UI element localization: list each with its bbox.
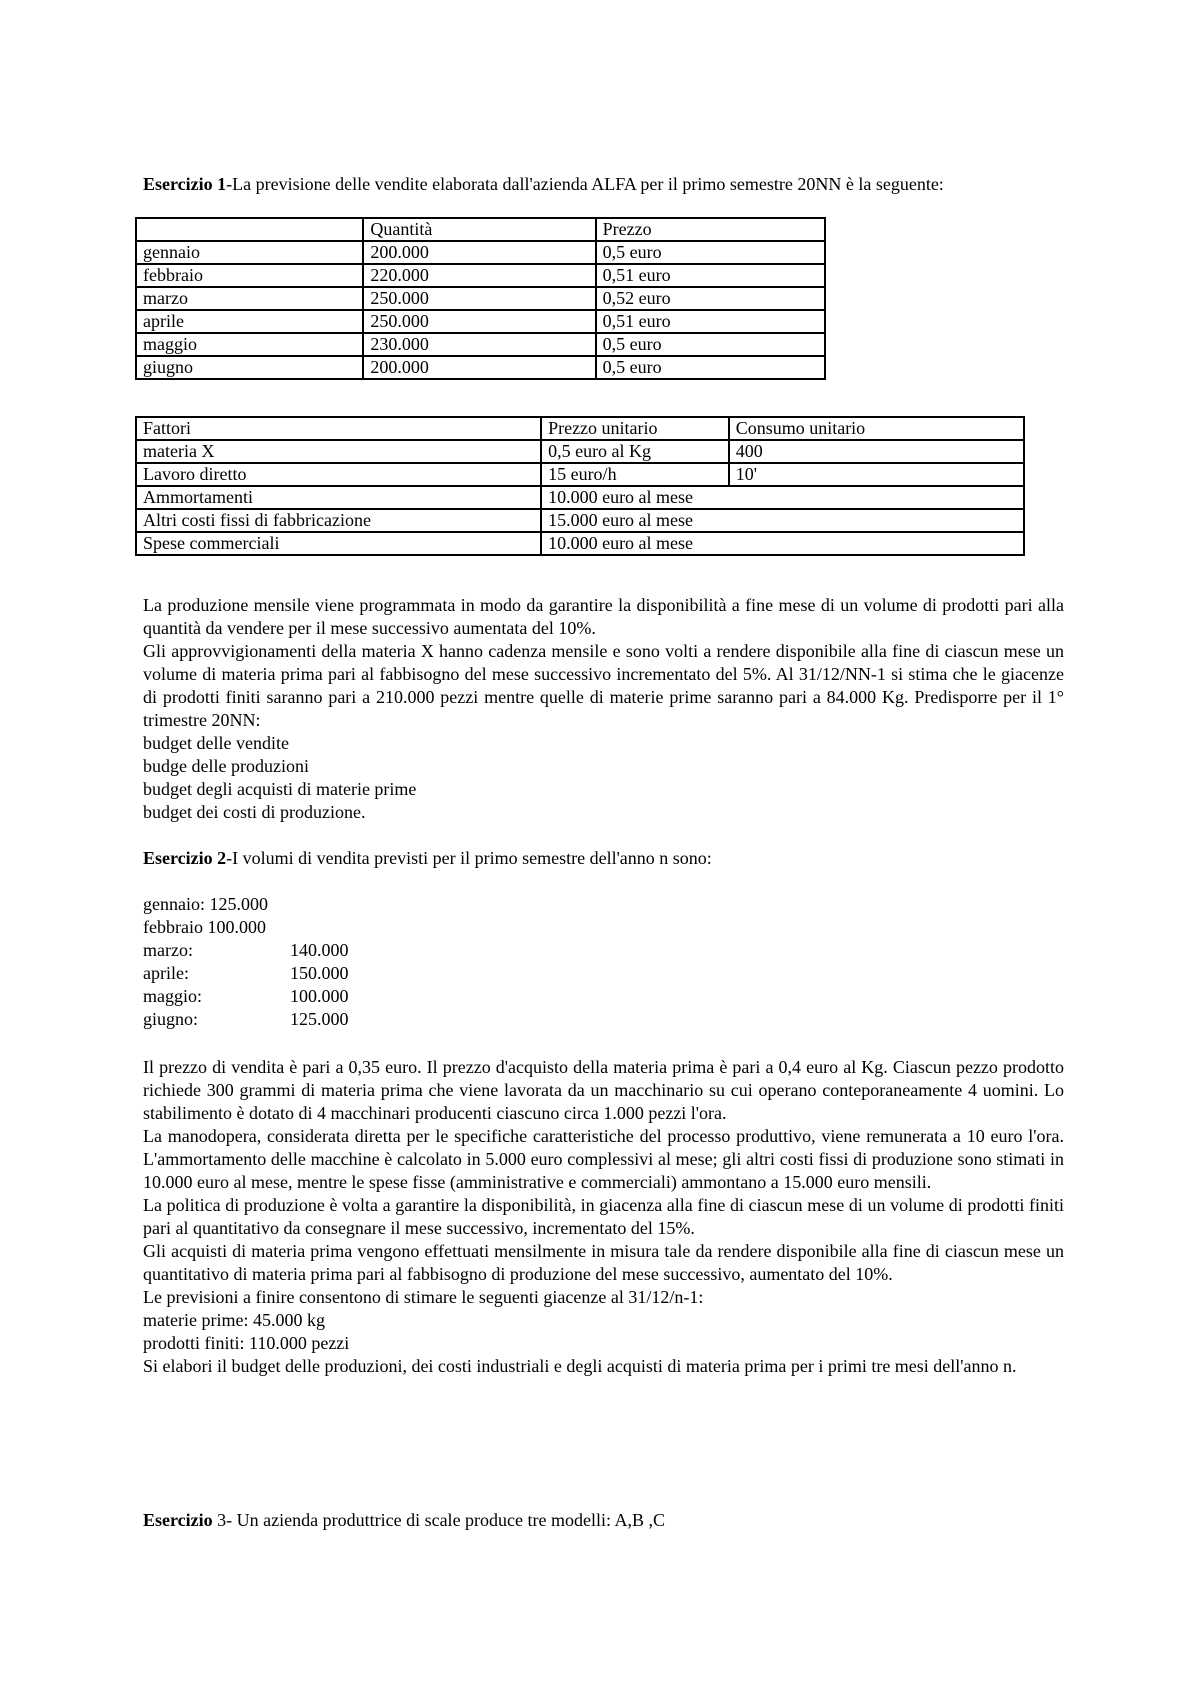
month-value: 100.000 <box>290 986 349 1006</box>
month-label: giugno: <box>143 1009 199 1029</box>
table-cell: Spese commerciali <box>136 532 541 555</box>
table-cell: giugno <box>136 356 363 379</box>
ex2-label: Esercizio 2 <box>143 848 227 868</box>
table-row <box>136 532 1024 555</box>
paragraph: Il prezzo di vendita è pari a 0,35 euro. Il prezzo d'acquisto della materia prima è pari a 0,4 euro al Kg. Ciascun pezzo prodotto richiede 300 grammi di materia prima che viene lavorata da un macchinario su cui operano conteporaneamente 4 uomini. Lo stabilimento è dotato di 4 macchinari producenti ciascuno circa 1.000 pezzi l'ora. <box>143 1057 1064 1123</box>
volumes-list <box>143 893 349 1031</box>
paragraph: Le previsioni a finire consentono di stimare le seguenti giacenze al 31/12/n-1: <box>143 1287 704 1307</box>
table-row <box>136 440 1024 463</box>
task-item: budget degli acquisti di materie prime <box>143 779 417 799</box>
list-item <box>143 985 349 1008</box>
table-cell: 0,5 euro <box>596 333 825 356</box>
factors-header-cell: Prezzo unitario <box>541 417 729 440</box>
table-row <box>136 264 825 287</box>
table-row <box>136 310 825 333</box>
ex2-heading <box>143 847 712 870</box>
table-cell: maggio <box>136 333 363 356</box>
ex3-heading <box>143 1509 665 1532</box>
table-cell: gennaio <box>136 241 363 264</box>
table-cell: febbraio <box>136 264 363 287</box>
ex1-heading <box>143 173 944 196</box>
sales-header-cell: Prezzo <box>596 218 825 241</box>
paragraph: La manodopera, considerata diretta per le specifiche caratteristiche del processo produttivo, viene remunerata a 10 euro l'ora. L'ammortamento delle macchine è calcolato in 5.000 euro complessivi al mese; gli altri costi fissi di produzione sono stimati in 10.000 euro al mese, mentre le spese fisse (amministrative e commerciali) ammontano a 15.000 euro mensili. <box>143 1126 1064 1192</box>
factors-header-cell: Consumo unitario <box>729 417 1024 440</box>
table-cell: 250.000 <box>363 287 595 310</box>
table-cell: 15 euro/h <box>541 463 729 486</box>
table-row <box>136 463 1024 486</box>
table-cell: 0,5 euro <box>596 356 825 379</box>
table-cell: 0,5 euro <box>596 241 825 264</box>
stock-item: materie prime: 45.000 kg <box>143 1310 325 1330</box>
task-item: budget delle vendite <box>143 733 289 753</box>
factors-table <box>135 416 1025 556</box>
table-row <box>136 287 825 310</box>
month-label: marzo: <box>143 940 193 960</box>
table-cell: 0,5 euro al Kg <box>541 440 729 463</box>
table-cell: 15.000 euro al mese <box>541 509 1024 532</box>
table-cell: 10' <box>729 463 1024 486</box>
table-cell: 400 <box>729 440 1024 463</box>
ex3-intro: 3- Un azienda produttrice di scale produce tre modelli: A,B ,C <box>212 1510 666 1530</box>
ex1-intro: -La previsione delle vendite elaborata dall'azienda ALFA per il primo semestre 20NN è la seguente: <box>226 174 944 194</box>
table-row <box>136 509 1024 532</box>
month-label: aprile: <box>143 963 189 983</box>
factors-header-cell: Fattori <box>136 417 541 440</box>
list-item <box>143 1008 349 1031</box>
task-item: budge delle produzioni <box>143 756 309 776</box>
table-cell: 10.000 euro al mese <box>541 532 1024 555</box>
list-item <box>143 962 349 985</box>
table-cell: 220.000 <box>363 264 595 287</box>
table-cell: 10.000 euro al mese <box>541 486 1024 509</box>
table-cell: Lavoro diretto <box>136 463 541 486</box>
ex2-body <box>143 1056 1064 1378</box>
ex2-intro: -I volumi di vendita previsti per il primo semestre dell'anno n sono: <box>226 848 712 868</box>
task-item: budget dei costi di produzione. <box>143 802 366 822</box>
table-cell: materia X <box>136 440 541 463</box>
month-value: 125.000 <box>290 1009 349 1029</box>
table-cell: Altri costi fissi di fabbricazione <box>136 509 541 532</box>
table-row <box>136 486 1024 509</box>
paragraph: Gli acquisti di materia prima vengono effettuati mensilmente in misura tale da rendere disponibile alla fine di ciascun mese un quantitativo di materia prima pari al fabbisogno di produzione del mese successivo, aumentato del 10%. <box>143 1241 1064 1284</box>
month-value: 140.000 <box>290 940 349 960</box>
table-cell: 0,51 euro <box>596 310 825 333</box>
month-value: 150.000 <box>290 963 349 983</box>
table-cell: 200.000 <box>363 356 595 379</box>
list-item: febbraio 100.000 <box>143 917 266 937</box>
table-cell: 230.000 <box>363 333 595 356</box>
table-cell: Ammortamenti <box>136 486 541 509</box>
table-cell: marzo <box>136 287 363 310</box>
sales-header-cell: Quantità <box>363 218 595 241</box>
table-cell: 250.000 <box>363 310 595 333</box>
list-item: gennaio: 125.000 <box>143 894 268 914</box>
sales-header-cell <box>136 218 363 241</box>
stock-item: prodotti finiti: 110.000 pezzi <box>143 1333 350 1353</box>
sales-table <box>135 217 826 380</box>
ex1-label: Esercizio 1 <box>143 174 227 194</box>
table-row <box>136 356 825 379</box>
table-cell: 200.000 <box>363 241 595 264</box>
ex1-body <box>143 594 1064 824</box>
paragraph: Si elabori il budget delle produzioni, dei costi industriali e degli acquisti di materia prima per i primi tre mesi dell'anno n. <box>143 1356 1017 1376</box>
month-label: maggio: <box>143 986 202 1006</box>
table-row <box>136 333 825 356</box>
table-row <box>136 241 825 264</box>
ex3-label: Esercizio <box>143 1510 213 1530</box>
table-cell: 0,52 euro <box>596 287 825 310</box>
list-item <box>143 939 349 962</box>
table-cell: 0,51 euro <box>596 264 825 287</box>
paragraph: La politica di produzione è volta a garantire la disponibilità, in giacenza alla fine di ciascun mese di un volume di prodotti finiti pari al quantitativo da consegnare il mese successivo, incrementato del 15%. <box>143 1195 1064 1238</box>
factors-table-header <box>136 417 1024 440</box>
paragraph: La produzione mensile viene programmata in modo da garantire la disponibilità a fine mese di un volume di prodotti pari alla quantità da vendere per il mese successivo aumentata del 10%. <box>143 595 1064 638</box>
table-cell: aprile <box>136 310 363 333</box>
paragraph: Gli approvvigionamenti della materia X hanno cadenza mensile e sono volti a rendere disponibile alla fine di ciascun mese un volume di materia prima pari al fabbisogno del mese successivo incrementato del 5%. Al 31/12/NN-1 si stima che le giacenze di prodotti finiti saranno pari a 210.000 pezzi mentre quelle di materie prime saranno pari a 84.000 Kg. Predisporre per il 1° trimestre 20NN: <box>143 641 1064 730</box>
sales-table-header <box>136 218 825 241</box>
